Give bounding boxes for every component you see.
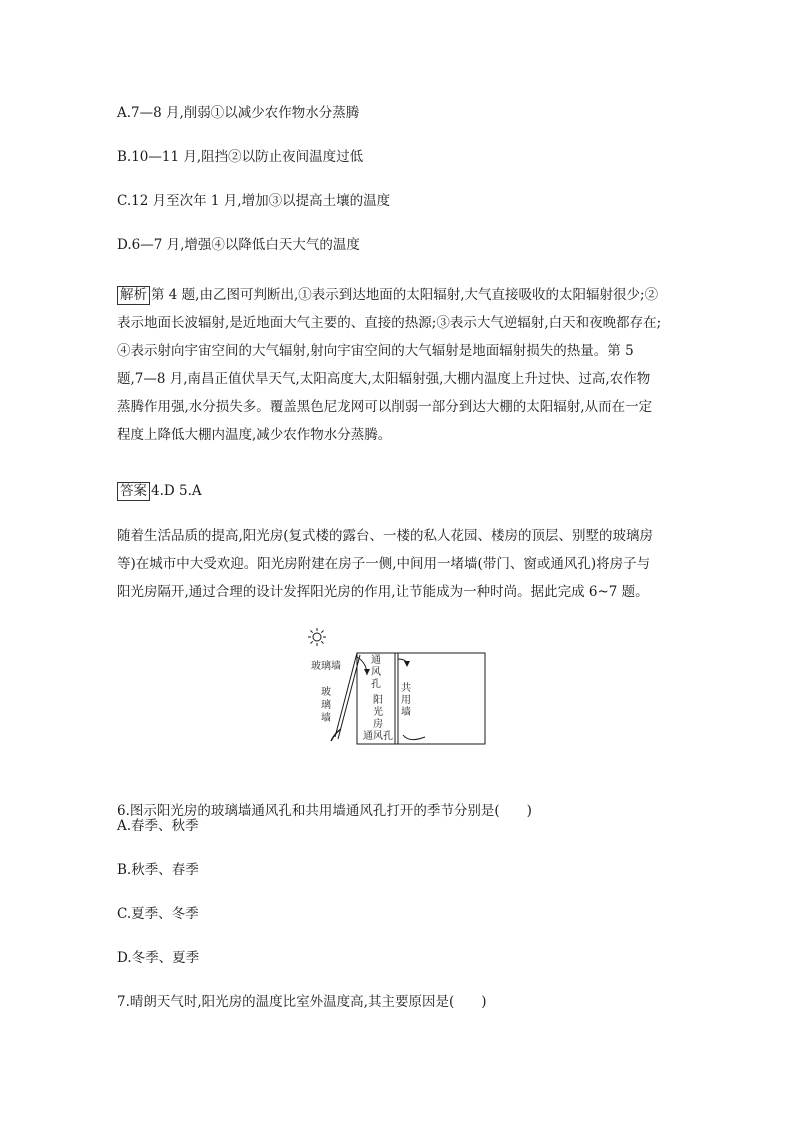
arrow-head bbox=[364, 669, 370, 675]
q6-option-d: D.冬季、夏季 bbox=[117, 950, 200, 966]
q6-option-b: B.秋季、春季 bbox=[117, 862, 199, 878]
answer-line bbox=[117, 481, 202, 501]
arrow-head bbox=[404, 661, 410, 667]
analysis-line: 程度上降低大棚内温度,减少农作物水分蒸腾。 bbox=[117, 427, 392, 443]
label-glass-top: 玻璃墙 bbox=[311, 661, 341, 672]
intro-line: 随着生活品质的提高,阳光房(复式楼的露台、一楼的私人花园、楼房的顶层、别墅的玻璃房 bbox=[117, 528, 654, 544]
analysis-line: ④表示射向宇宙空间的大气辐射,射向宇宙空间的大气辐射是地面辐射损失的热量。第 5 bbox=[117, 343, 634, 359]
label-shared-wall: 用 bbox=[401, 695, 411, 706]
label-vent-top: 通 bbox=[371, 655, 381, 666]
analysis-block bbox=[117, 281, 677, 449]
answer-text: 4.D 5.A bbox=[151, 483, 202, 499]
analysis-line: 解析 第 4 题,由乙图可判断出,①表示到达地面的太阳辐射,大气直接吸收的太阳辐射很少;② bbox=[117, 281, 677, 309]
sunroom-diagram bbox=[305, 625, 487, 747]
question7-stem: 7.晴朗天气时,阳光房的温度比室外温度高,其主要原因是( ) bbox=[117, 994, 487, 1010]
question6-stem: 6.图示阳光房的玻璃墙通风孔和共用墙通风孔打开的季节分别是( ) bbox=[117, 803, 532, 819]
analysis-line: 表示地面长波辐射,是近地面大气主要的、直接的热源;③表示大气逆辐射,白天和夜晚都存在; bbox=[117, 315, 662, 331]
q5-option-a: A.7—8 月,削弱①以减少农作物水分蒸腾 bbox=[117, 105, 360, 121]
label-vent-bottom: 通风孔 bbox=[363, 731, 393, 742]
intro-paragraph bbox=[117, 522, 677, 606]
vent-arrow-bottom bbox=[403, 735, 425, 740]
analysis-tag: 解析 bbox=[117, 286, 150, 305]
analysis-line: 题,7—8 月,南昌正值伏旱天气,太阳高度大,太阳辐射强,大棚内温度上升过快、过高,农作物 bbox=[117, 371, 651, 387]
q5-option-b: B.10—11 月,阻挡②以防止夜间温度过低 bbox=[117, 149, 364, 165]
answer-tag: 答案 bbox=[117, 482, 150, 501]
label-shared-wall: 墙 bbox=[401, 707, 411, 718]
intro-line: 等)在城市中大受欢迎。阳光房附建在房子一侧,中间用一堵墙(带门、窗或通风孔)将房子与 bbox=[117, 556, 651, 572]
q5-option-d: D.6—7 月,增强④以降低白天大气的温度 bbox=[117, 237, 360, 253]
sun-icon bbox=[308, 628, 326, 646]
label-vent-top: 风 bbox=[371, 667, 381, 678]
label-glass-side: 墙 bbox=[321, 713, 331, 724]
label-vent-top: 孔 bbox=[371, 679, 381, 690]
label-glass-side: 璃 bbox=[321, 700, 331, 711]
q6-option-c: C.夏季、冬季 bbox=[117, 906, 199, 922]
label-sunroom: 阳 bbox=[373, 695, 383, 706]
q6-option-a: A.春季、秋季 bbox=[117, 818, 199, 834]
q5-option-c: C.12 月至次年 1 月,增加③以提高土壤的温度 bbox=[117, 193, 391, 209]
label-shared-wall: 共 bbox=[401, 683, 411, 694]
label-sunroom: 房 bbox=[373, 719, 383, 730]
label-sunroom: 光 bbox=[373, 707, 383, 718]
analysis-line: 蒸腾作用强,水分损失多。覆盖黑色尼龙网可以削弱一部分到达大棚的太阳辐射,从而在一定 bbox=[117, 399, 653, 415]
label-glass-side: 玻 bbox=[321, 687, 331, 698]
intro-line: 阳光房隔开,通过合理的设计发挥阳光房的作用,让节能成为一种时尚。据此完成 6~7 题。 bbox=[117, 584, 649, 600]
